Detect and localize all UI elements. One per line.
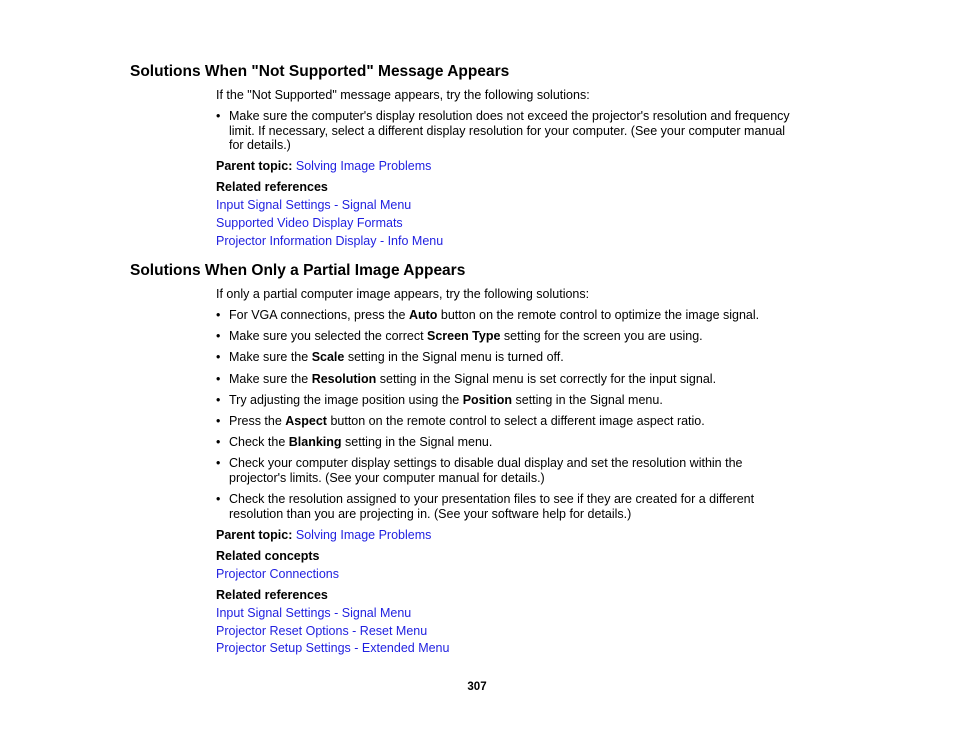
bullet-bold-term: Scale <box>311 350 345 364</box>
parent-topic <box>216 159 431 174</box>
bullet-text: setting in the Signal menu. <box>341 435 493 449</box>
bullet-icon: • <box>216 414 221 428</box>
link-solving-image-problems[interactable]: Solving Image Problems <box>295 159 432 173</box>
bullet-text: Make sure you selected the correct <box>229 329 428 343</box>
bullet-icon: • <box>216 308 221 322</box>
list-item <box>216 308 826 323</box>
list-item <box>216 492 826 522</box>
bullet-text: button on the remote control to select a different image aspect ratio. <box>326 414 705 428</box>
bullet-text-line: for details.) <box>229 138 291 152</box>
section-heading-partial-image: Solutions When Only a Partial Image Appears <box>130 262 466 279</box>
bullet-bold-term: Auto <box>408 308 438 322</box>
bullet-text: button on the remote control to optimize the image signal. <box>437 308 760 322</box>
bullet-text-line: resolution than you are projecting in. (See your software help for details.) <box>229 506 632 521</box>
bullet-icon: • <box>216 350 221 364</box>
bullet-bold-term: Blanking <box>288 435 342 449</box>
parent-topic-label: Parent topic: <box>216 528 293 542</box>
parent-topic-label: Parent topic: <box>216 159 293 173</box>
bullet-text: setting for the screen you are using. <box>500 329 703 343</box>
link-supported-video-formats[interactable]: Supported Video Display Formats <box>216 216 403 230</box>
bullet-text: setting in the Signal menu. <box>512 393 663 407</box>
bullet-text-line: limit. If necessary, select a different display resolution for your computer. (See your computer manual <box>229 123 786 138</box>
list-item <box>216 329 826 344</box>
link-projector-information-display[interactable]: Projector Information Display - Info Menu <box>216 234 444 248</box>
link-solving-image-problems[interactable]: Solving Image Problems <box>295 528 432 542</box>
bullet-icon: • <box>216 329 221 343</box>
bullet-text: setting in the Signal menu is turned off. <box>344 350 564 364</box>
bullet-text-line: Check the resolution assigned to your presentation files to see if they are created for a different <box>229 492 755 506</box>
bullet-text: setting in the Signal menu is set correctly for the input signal. <box>376 372 717 386</box>
link-input-signal-settings[interactable]: Input Signal Settings - Signal Menu <box>216 606 412 620</box>
link-input-signal-settings[interactable]: Input Signal Settings - Signal Menu <box>216 198 412 212</box>
bullet-bold-term: Aspect <box>285 414 327 428</box>
bullet-text-line: Check your computer display settings to disable dual display and set the resolution within the <box>229 456 743 470</box>
list-item <box>216 109 826 153</box>
list-item <box>216 350 826 365</box>
list-item <box>216 372 826 387</box>
bullet-text: Press the <box>229 414 286 428</box>
related-references-label: Related references <box>216 588 328 602</box>
related-references-label: Related references <box>216 180 328 194</box>
intro-text: If only a partial computer image appears, try the following solutions: <box>216 287 590 301</box>
link-projector-setup-settings[interactable]: Projector Setup Settings - Extended Menu <box>216 641 450 655</box>
bullet-icon: • <box>216 456 221 470</box>
list-item <box>216 414 826 429</box>
bullet-bold-term: Resolution <box>311 372 377 386</box>
section-heading-not-supported: Solutions When "Not Supported" Message Appears <box>130 63 510 80</box>
page-number: 307 <box>467 681 487 693</box>
bullet-icon: • <box>216 435 221 449</box>
bullet-text: Make sure the <box>229 350 312 364</box>
bullet-text: For VGA connections, press the <box>229 308 409 322</box>
list-item <box>216 435 826 450</box>
bullet-icon: • <box>216 372 221 386</box>
intro-text: If the "Not Supported" message appears, try the following solutions: <box>216 88 590 102</box>
parent-topic <box>216 528 431 543</box>
bullet-icon: • <box>216 393 221 407</box>
list-item <box>216 393 826 408</box>
bullet-text-line: projector's limits. (See your computer manual for details.) <box>229 470 545 485</box>
bullet-bold-term: Screen Type <box>427 329 501 343</box>
link-projector-reset-options[interactable]: Projector Reset Options - Reset Menu <box>216 624 428 638</box>
bullet-text: Check the <box>229 435 289 449</box>
bullet-icon: • <box>216 109 221 123</box>
list-item <box>216 456 826 486</box>
bullet-text-line: Make sure the computer's display resolution does not exceed the projector's resolution and frequency <box>229 109 790 123</box>
bullet-text: Make sure the <box>229 372 312 386</box>
link-projector-connections[interactable]: Projector Connections <box>216 567 339 581</box>
bullet-bold-term: Position <box>462 393 513 407</box>
related-concepts-label: Related concepts <box>216 549 320 563</box>
bullet-icon: • <box>216 492 221 506</box>
bullet-text: Try adjusting the image position using the <box>229 393 463 407</box>
